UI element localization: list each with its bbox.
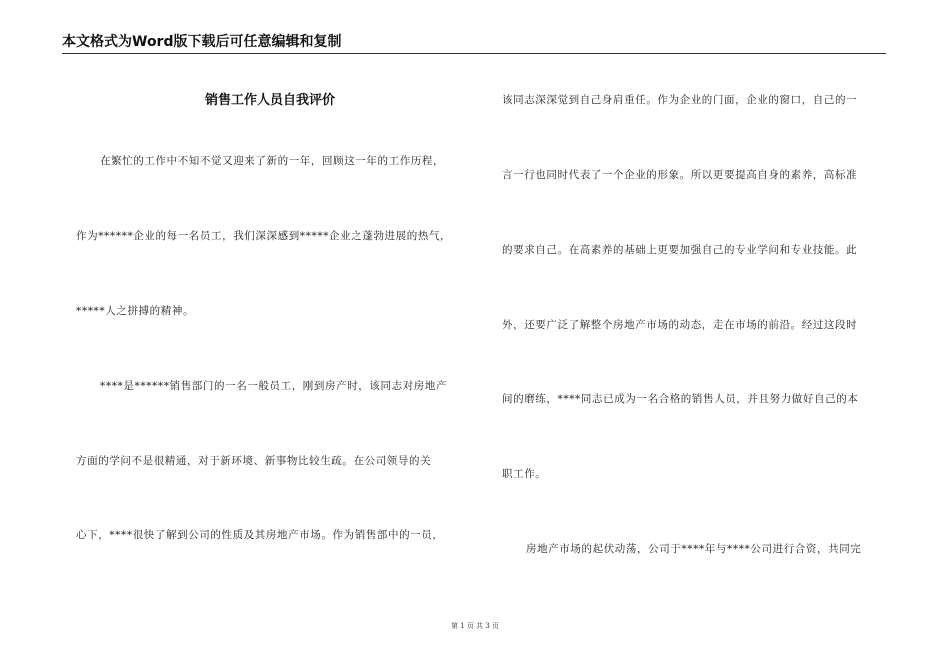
- paragraph-line: 该同志深深觉到自己身肩重任。作为企业的门面，企业的窗口，自己的一: [502, 94, 858, 106]
- paragraph-line: 职工作。: [502, 468, 547, 480]
- paragraph-line: 外，还要广泛了解整个房地产市场的动态，走在市场的前沿。经过这段时: [502, 319, 858, 331]
- paragraph-line: ****是******销售部门的一名一般员工，刚到房产时，该同志对房地产: [100, 380, 448, 392]
- paragraph-line: 间的磨练，****同志已成为一名合格的销售人员，并且努力做好自己的本: [502, 393, 859, 405]
- paragraph-line: 的要求自己。在高素养的基础上更要加强自己的专业学问和专业技能。此: [502, 244, 858, 256]
- page-number: 第 1 页 共 3 页: [450, 622, 500, 630]
- paragraph-line: 在繁忙的工作中不知不觉又迎来了新的一年，回顾这一年的工作历程，: [100, 155, 445, 167]
- paragraph-line: 方面的学问不是很精通，对于新环境、新事物比较生疏。在公司领导的关: [76, 455, 432, 467]
- header-notice: 本文格式为Word版下载后可任意编辑和复制: [62, 34, 342, 50]
- document-title: 销售工作人员自我评价: [204, 93, 335, 108]
- paragraph-line: 心下，****很快了解到公司的性质及其房地产市场。作为销售部中的一员，: [76, 529, 444, 541]
- page-header: [62, 33, 886, 54]
- paragraph-line: 作为******企业的每一名员工，我们深深感到*****企业之蓬勃进展的热气，: [76, 230, 452, 242]
- paragraph-line: 房地产市场的起伏动荡，公司于****年与****公司进行合资，共同完: [526, 543, 862, 555]
- paragraph-line: *****人之拼搏的精神。: [76, 305, 195, 317]
- paragraph-line: 言一行也同时代表了一个企业的形象。所以更要提高自身的素养，高标准: [502, 169, 858, 181]
